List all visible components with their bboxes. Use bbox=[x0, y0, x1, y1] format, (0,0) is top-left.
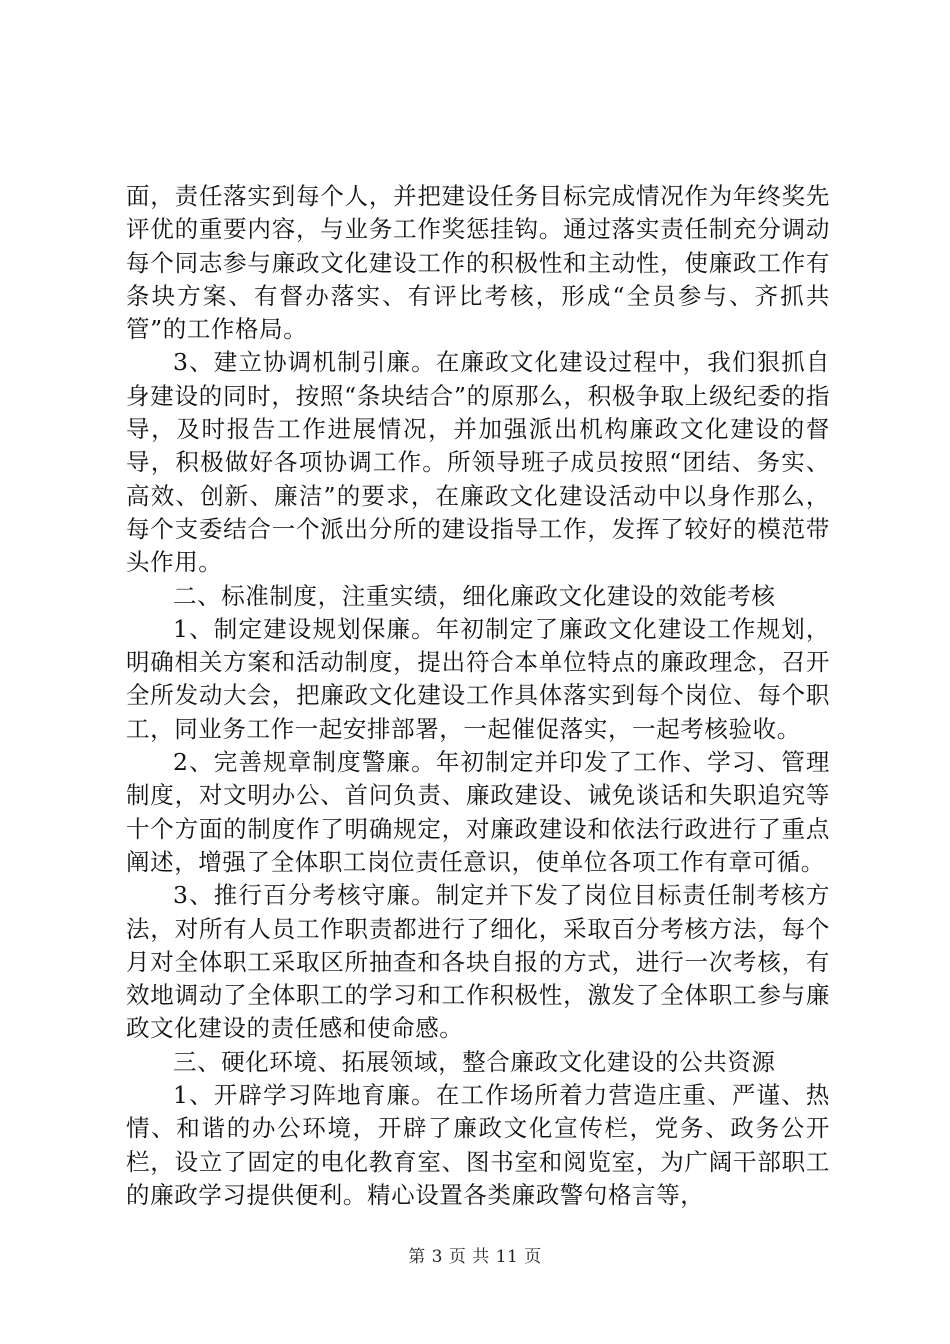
paragraph-coordination-mechanism: 3、建立协调机制引廉。在廉政文化建设过程中，我们狠抓自身建设的同时，按照“条块结合”的原那么，积极争取上级纪委的指导，及时报告工作进展情况，并加强派出机构廉政文化建设的督导，积极做好各项协调工作。所领导班子成员按照“团结、务实、高效、创新、廉洁”的要求，在廉政文化建设活动中以身作那么，每个支委结合一个派出分所的建设指导工作，发挥了较好的模范带头作用。 bbox=[126, 348, 830, 577]
paragraph-construction-plan: 1、制定建设规划保廉。年初制定了廉政文化建设工作规划，明确相关方案和活动制度，提出符合本单位特点的廉政理念，召开全所发动大会，把廉政文化建设工作具体落实到每个岗位、每个职工，同业务工作一起安排部署，一起催促落实，一起考核验收。 bbox=[126, 614, 830, 743]
page-number-footer: 第 3 页 共 11 页 bbox=[408, 1247, 542, 1267]
document-body bbox=[126, 180, 830, 1212]
section-heading-standard-system: 二、标准制度，注重实绩，细化廉政文化建设的效能考核 bbox=[173, 581, 776, 610]
paragraph-learning-base: 1、开辟学习阵地育廉。在工作场所着力营造庄重、严谨、热情、和谐的办公环境，开辟了廉政文化宣传栏，党务、政务公开栏，设立了固定的电化教育室、图书室和阅览室，为广阔干部职工的廉政学习提供便利。精心设置各类廉政警句格言等， bbox=[126, 1081, 830, 1209]
paragraph-rules-system: 2、完善规章制度警廉。年初制定并印发了工作、学习、管理制度，对文明办公、首问负责、廉政建设、诫免谈话和失职追究等十个方面的制度作了明确规定，对廉政建设和依法行政进行了重点阐述，增强了全体职工岗位责任意识，使单位各项工作有章可循。 bbox=[126, 748, 830, 876]
section-heading-environment: 三、硬化环境、拓展领域，整合廉政文化建设的公共资源 bbox=[173, 1047, 776, 1076]
paragraph-percentage-assessment: 3、推行百分考核守廉。制定并下发了岗位目标责任制考核方法，对所有人员工作职责都进行了细化，采取百分考核方法，每个月对全体职工采取区所抽查和各块自报的方式，进行一次考核，有效地调动了全体职工的学习和工作积极性，激发了全体职工参与廉政文化建设的责任感和使命感。 bbox=[126, 881, 830, 1043]
paragraph-continuation: 面，责任落实到每个人，并把建设任务目标完成情况作为年终奖先评优的重要内容，与业务工作奖惩挂钩。通过落实责任制充分调动每个同志参与廉政文化建设工作的积极性和主动性，使廉政工作有条块方案、有督办落实、有评比考核，形成“全员参与、齐抓共管”的工作格局。 bbox=[126, 182, 830, 344]
